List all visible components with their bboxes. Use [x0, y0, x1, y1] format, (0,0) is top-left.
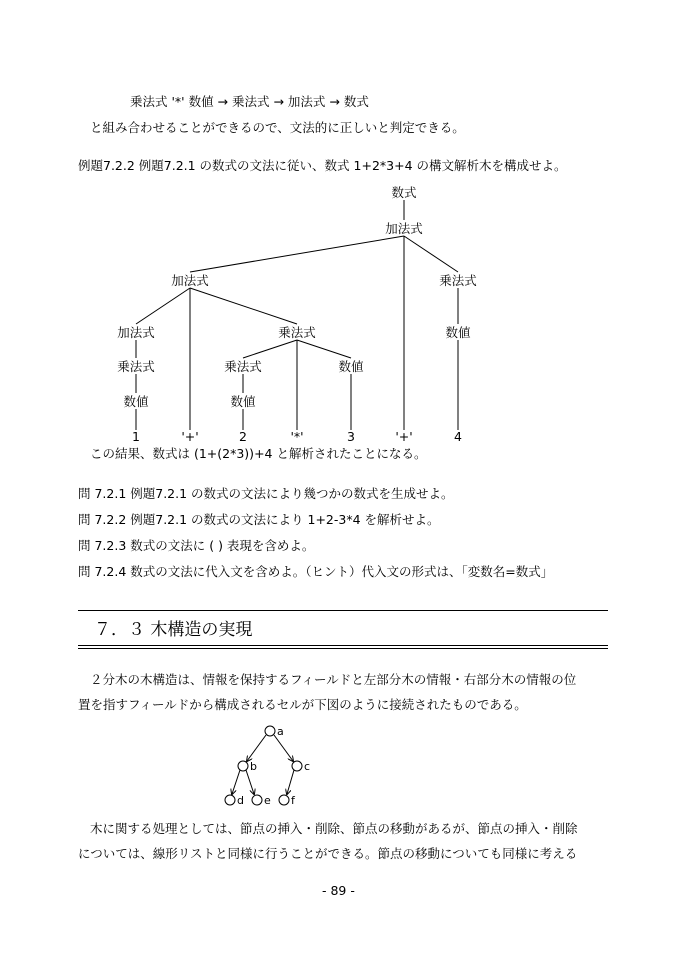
- paragraph-line: については、線形リストと同様に行うことができる。節点の移動についても同様に考える: [78, 846, 578, 861]
- bt-label-e: e: [264, 794, 271, 807]
- paragraph-line: 置を指すフィールドから構成されるセルが下図のように接続されたものである。: [78, 697, 527, 712]
- question-7-2-1: 問 7.2.1 例題7.2.1 の数式の文法により幾つかの数式を生成せよ。: [78, 486, 454, 501]
- node-suuchi-right: 数値: [445, 325, 471, 340]
- paragraph-line: 木に関する処理としては、節点の挿入・削除、節点の移動があるが、節点の挿入・削除: [90, 821, 578, 836]
- node-suushiki: 数式: [391, 185, 417, 200]
- question-7-2-4: 問 7.2.4 数式の文法に代入文を含めよ。（ヒント）代入文の形式は、「変数名=数式」: [78, 564, 554, 579]
- bt-label-d: d: [237, 794, 244, 807]
- derivation-line: 乗法式 '*' 数値 → 乗法式 → 加法式 → 数式: [130, 94, 369, 109]
- node-jouhoushiki-mid: 乗法式: [278, 325, 316, 340]
- example-statement: 例題7.2.2 例題7.2.1 の数式の文法に従い、数式 1+2*3+4 の構文解析木を構成せよ。: [78, 158, 567, 173]
- bt-label-f: f: [291, 794, 295, 807]
- question-7-2-3: 問 7.2.3 数式の文法に ( ) 表現を含めよ。: [78, 538, 315, 553]
- node-kahoushiki-root: 加法式: [385, 221, 423, 236]
- section-title: ７．３ 木構造の実現: [94, 620, 253, 640]
- text-line: と組み合わせることができるので、文法的に正しいと判定できる。: [90, 120, 465, 135]
- paragraph-line: ２分木の木構造は、情報を保持するフィールドと左部分木の情報・右部分木の情報の位: [90, 672, 577, 687]
- node-kahoushiki-mid: 加法式: [171, 273, 209, 288]
- leaf-2: 2: [239, 429, 247, 444]
- leaf-1: 1: [132, 429, 140, 444]
- node-jouhoushiki-inner: 乗法式: [224, 359, 262, 374]
- leaf-plus-1: '+': [181, 429, 199, 444]
- bt-label-c: c: [304, 760, 311, 773]
- node-suuchi-3: 数値: [338, 359, 364, 374]
- node-jouhoushiki-left: 乗法式: [117, 359, 155, 374]
- bt-label-a: a: [277, 725, 284, 738]
- question-7-2-2: 問 7.2.2 例題7.2.1 の数式の文法により 1+2-3*4 を解析せよ。: [78, 512, 440, 527]
- leaf-plus-2: '+': [395, 429, 413, 444]
- leaf-star: '*': [290, 429, 304, 444]
- page-number: - 89 -: [322, 883, 355, 898]
- node-suuchi-2: 数値: [230, 394, 256, 409]
- leaf-4: 4: [454, 429, 462, 444]
- node-suuchi-1: 数値: [123, 394, 149, 409]
- node-jouhoushiki-right: 乗法式: [439, 273, 477, 288]
- leaf-3: 3: [347, 429, 355, 444]
- node-kahoushiki-left: 加法式: [117, 325, 155, 340]
- bt-label-b: b: [250, 760, 257, 773]
- result-text: この結果、数式は (1+(2*3))+4 と解析されたことになる。: [90, 446, 427, 461]
